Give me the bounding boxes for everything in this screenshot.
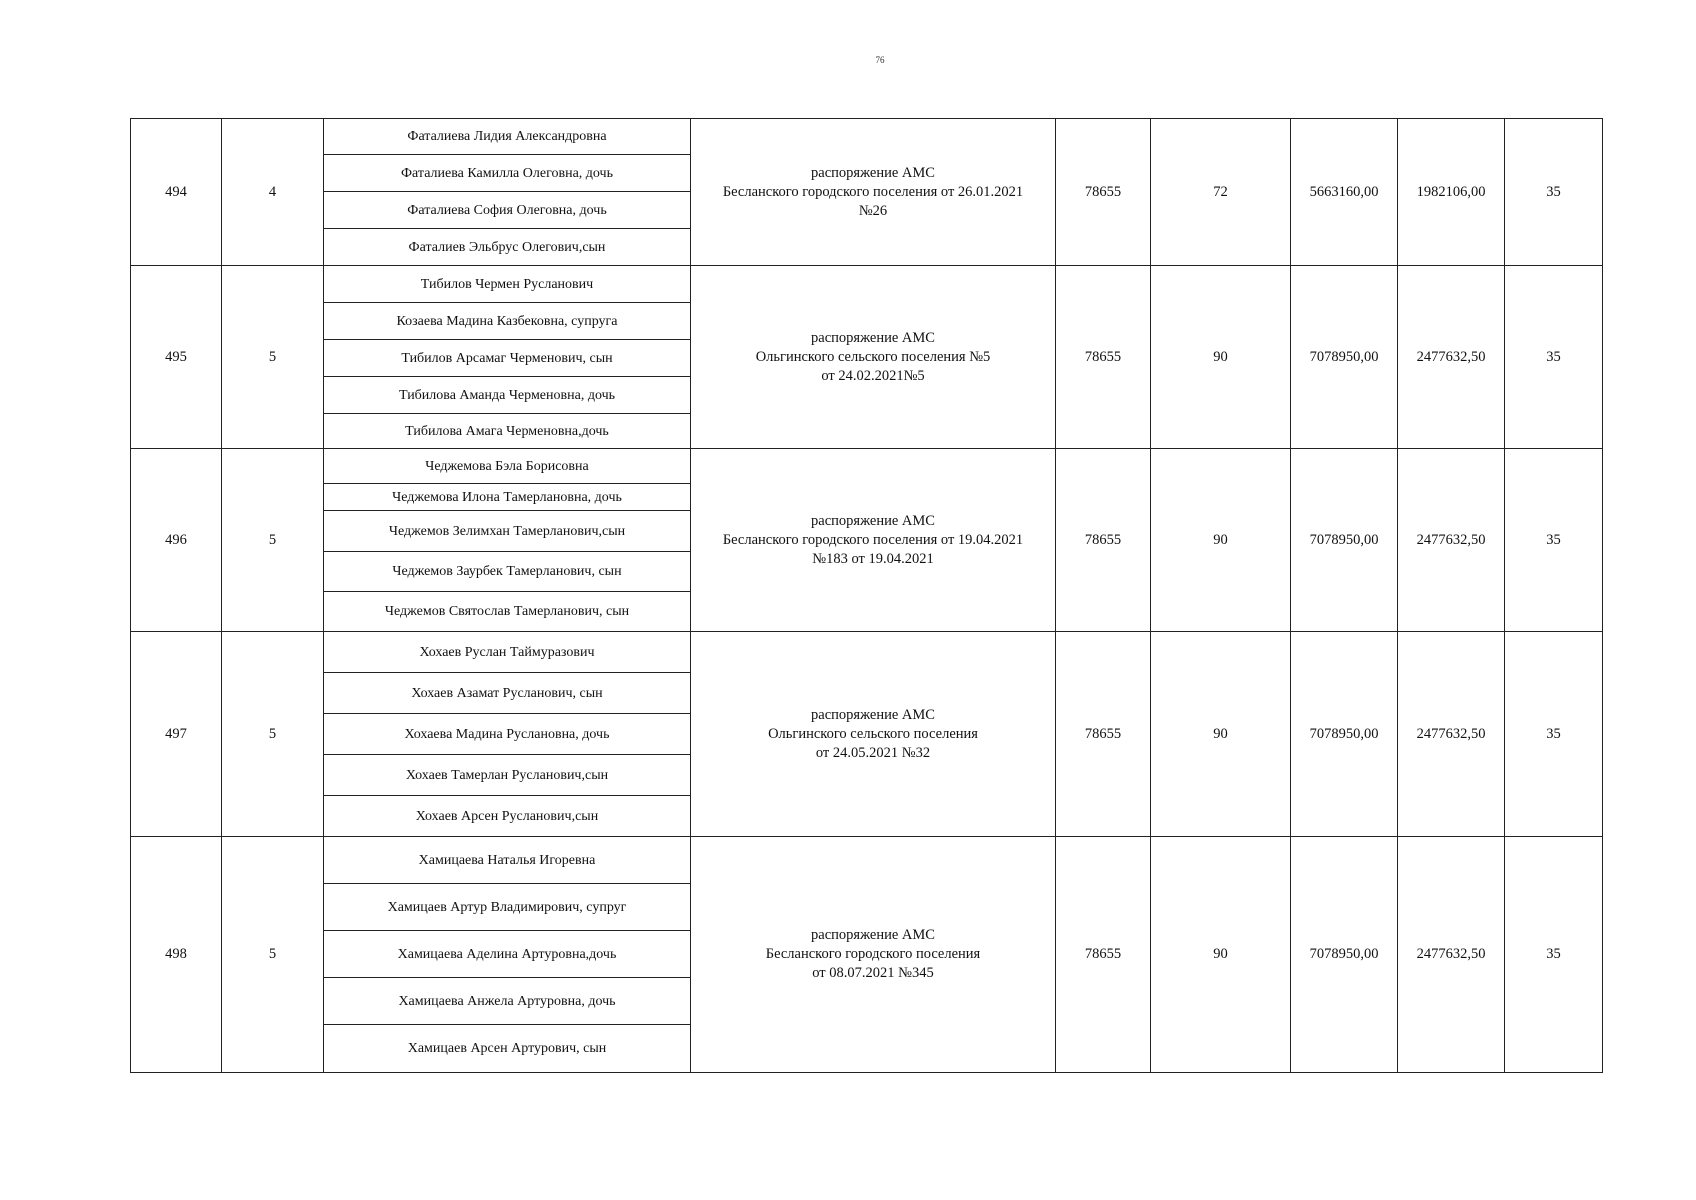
subsidy-amount: 2477632,50 bbox=[1398, 266, 1505, 449]
family-member: Хамицаев Артур Владимирович, супруг bbox=[324, 884, 691, 931]
subsidy-amount: 1982106,00 bbox=[1398, 119, 1505, 266]
total-cost: 5663160,00 bbox=[1291, 119, 1398, 266]
members-count: 5 bbox=[222, 837, 324, 1073]
family-member: Тибилов Арсамаг Черменович, сын bbox=[324, 340, 691, 377]
row-number: 495 bbox=[131, 266, 222, 449]
families-table bbox=[130, 118, 1603, 1073]
row-number: 497 bbox=[131, 632, 222, 837]
percent: 35 bbox=[1505, 449, 1603, 632]
decree-line: Ольгинского сельского поселения bbox=[768, 725, 978, 742]
percent: 35 bbox=[1505, 837, 1603, 1073]
table-row bbox=[131, 266, 1603, 303]
family-member: Чеджемова Илона Тамерлановна, дочь bbox=[324, 484, 691, 511]
family-member: Хохаев Руслан Таймуразович bbox=[324, 632, 691, 673]
table-row bbox=[131, 632, 1603, 673]
decree-line: распоряжение АМС bbox=[811, 329, 935, 346]
total-cost: 7078950,00 bbox=[1291, 632, 1398, 837]
family-member: Хохаев Тамерлан Русланович,сын bbox=[324, 755, 691, 796]
members-count: 5 bbox=[222, 449, 324, 632]
price-per-sqm: 78655 bbox=[1056, 266, 1151, 449]
family-member: Тибилова Амага Черменовна,дочь bbox=[324, 414, 691, 449]
decree-line: Бесланского городского поселения от 26.01.2021 bbox=[722, 183, 1024, 200]
family-member: Хамицаева Анжела Артуровна, дочь bbox=[324, 978, 691, 1025]
family-member: Чеджемова Бэла Борисовна bbox=[324, 449, 691, 484]
decree-line: №26 bbox=[858, 202, 888, 219]
percent: 35 bbox=[1505, 266, 1603, 449]
family-member: Фаталиева София Олеговна, дочь bbox=[324, 192, 691, 229]
area: 72 bbox=[1151, 119, 1291, 266]
price-per-sqm: 78655 bbox=[1056, 632, 1151, 837]
row-number: 498 bbox=[131, 837, 222, 1073]
members-count: 5 bbox=[222, 266, 324, 449]
decree-line: распоряжение АМС bbox=[811, 512, 935, 529]
table-row bbox=[131, 837, 1603, 884]
decree-line: Ольгинского сельского поселения №5 bbox=[755, 348, 991, 365]
subsidy-amount: 2477632,50 bbox=[1398, 449, 1505, 632]
decree-document bbox=[691, 837, 1056, 1073]
price-per-sqm: 78655 bbox=[1056, 119, 1151, 266]
decree-line: Бесланского городского поселения bbox=[765, 946, 981, 962]
area: 90 bbox=[1151, 632, 1291, 837]
decree-document bbox=[691, 632, 1056, 837]
decree-line: распоряжение АМС bbox=[811, 927, 935, 943]
table-body bbox=[131, 119, 1603, 1073]
family-member: Хамицаев Арсен Артурович, сын bbox=[324, 1025, 691, 1073]
row-number: 496 bbox=[131, 449, 222, 632]
family-member: Фаталиев Эльбрус Олегович,сын bbox=[324, 229, 691, 266]
decree-line: от 24.02.2021№5 bbox=[821, 367, 925, 384]
members-count: 4 bbox=[222, 119, 324, 266]
table-row bbox=[131, 119, 1603, 155]
row-number: 494 bbox=[131, 119, 222, 266]
page-number: 76 bbox=[875, 55, 885, 65]
subsidy-amount: 2477632,50 bbox=[1398, 632, 1505, 837]
decree-document bbox=[691, 449, 1056, 632]
family-member: Хамицаева Наталья Игоревна bbox=[324, 837, 691, 884]
family-member: Фаталиева Лидия Александровна bbox=[324, 119, 691, 155]
total-cost: 7078950,00 bbox=[1291, 449, 1398, 632]
decree-line: от 24.05.2021 №32 bbox=[815, 744, 931, 761]
family-member: Хохаев Арсен Русланович,сын bbox=[324, 796, 691, 837]
family-member: Хамицаева Аделина Артуровна,дочь bbox=[324, 931, 691, 978]
family-member: Чеджемов Зелимхан Тамерланович,сын bbox=[324, 511, 691, 552]
family-member: Хохаев Азамат Русланович, сын bbox=[324, 673, 691, 714]
decree-line: от 08.07.2021 №345 bbox=[812, 965, 934, 981]
table-row bbox=[131, 449, 1603, 484]
family-member: Тибилов Чермен Русланович bbox=[324, 266, 691, 303]
area: 90 bbox=[1151, 266, 1291, 449]
decree-line: распоряжение АМС bbox=[811, 164, 935, 181]
percent: 35 bbox=[1505, 632, 1603, 837]
price-per-sqm: 78655 bbox=[1056, 837, 1151, 1073]
percent: 35 bbox=[1505, 119, 1603, 266]
members-count: 5 bbox=[222, 632, 324, 837]
decree-document bbox=[691, 266, 1056, 449]
family-member: Чеджемов Заурбек Тамерланович, сын bbox=[324, 552, 691, 592]
total-cost: 7078950,00 bbox=[1291, 837, 1398, 1073]
family-member: Козаева Мадина Казбековна, супруга bbox=[324, 303, 691, 340]
subsidy-amount: 2477632,50 bbox=[1398, 837, 1505, 1073]
family-member: Хохаева Мадина Руслановна, дочь bbox=[324, 714, 691, 755]
price-per-sqm: 78655 bbox=[1056, 449, 1151, 632]
total-cost: 7078950,00 bbox=[1291, 266, 1398, 449]
area: 90 bbox=[1151, 837, 1291, 1073]
decree-line: №183 от 19.04.2021 bbox=[812, 550, 934, 567]
decree-document bbox=[691, 119, 1056, 266]
family-member: Чеджемов Святослав Тамерланович, сын bbox=[324, 592, 691, 632]
area: 90 bbox=[1151, 449, 1291, 632]
family-member: Тибилова Аманда Черменовна, дочь bbox=[324, 377, 691, 414]
decree-line: распоряжение АМС bbox=[811, 706, 935, 723]
decree-line: Бесланского городского поселения от 19.04.2021 bbox=[722, 531, 1024, 548]
family-member: Фаталиева Камилла Олеговна, дочь bbox=[324, 155, 691, 192]
